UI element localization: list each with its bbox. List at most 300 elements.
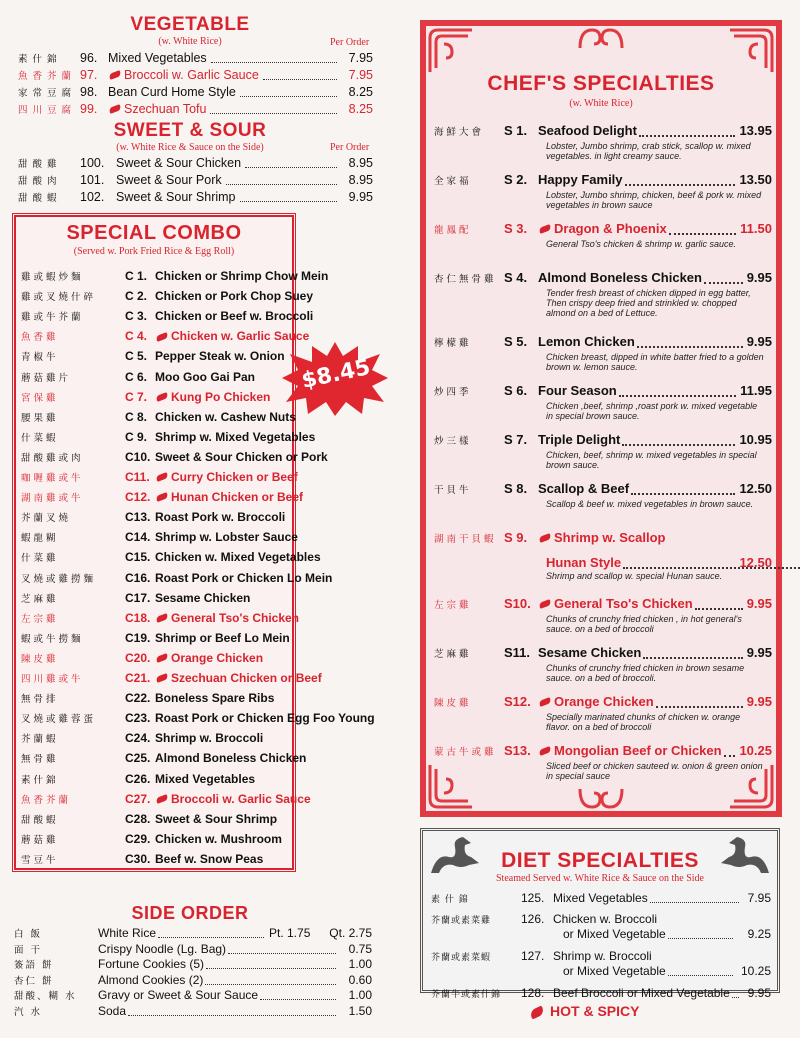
item-number: S 3. [504,221,528,236]
item-price: 9.95 [348,190,373,204]
chinese-name: 檸檬雞 [434,338,472,349]
side-item [14,973,372,989]
item-price: 9.95 [746,270,772,285]
chef-item [434,595,772,634]
item-price: 1.00 [348,957,372,971]
combo-item [21,730,263,748]
dish-name: Broccoli w. Garlic Sauce [124,68,259,82]
dish-name: White Rice [98,926,157,940]
dish-name: Beef Broccoli or Mixed Vegetable [553,986,730,1000]
leader-dots [623,554,800,569]
dish-name: Seafood Delight [538,123,637,138]
leader-dots [669,220,736,235]
chef-item-line [434,644,772,663]
side-item [14,926,372,942]
dish-name: Chicken or Beef w. Broccoli [155,309,314,324]
item-price: 7.95 [348,68,373,82]
combo-item [21,690,274,708]
combo-title: SPECIAL COMBO [66,222,242,244]
chinese-name: 什菜蝦 [21,432,59,444]
item-number: C28. [125,811,151,826]
chinese-name: 湖南雞或牛 [21,493,84,505]
combo-item [21,831,282,849]
chinese-name: 家常豆腐 [18,88,77,99]
combo-item [21,348,285,366]
dish-name: Soda [98,1003,127,1018]
dish-name: Sesame Chicken [538,645,642,660]
dish-name: General Tso's Chicken [554,596,693,611]
item-number: S 4. [504,270,528,285]
dish-name-cont: Hunan Style [546,555,622,570]
item-description: Lobster, Jumbo shrimp, chicken, beef & pork w. mixed vegetables in brown sauce [546,190,762,210]
dish-name-cont: or Mixed Vegetable [563,927,666,941]
chef-item [434,742,772,781]
chef-item-line [434,529,772,548]
item-price: 1.50 [348,1003,372,1018]
combo-item [21,710,375,728]
leader-dots [240,84,337,97]
chili-pepper-icon [155,472,168,482]
chinese-name: 簽語 餅 [14,960,54,971]
chinese-name: 腰果雞 [21,412,59,424]
leader-dots [158,926,264,938]
item-number: S 7. [504,432,528,447]
combo-item [21,771,255,789]
dish-name: Gravy or Sweet & Sour Sauce [98,988,259,1002]
chinese-name: 咖喱雞或牛 [21,473,84,484]
dish-name: Sweet & Sour Shrimp [116,190,236,204]
combo-item [21,549,321,567]
item-number: C18. [125,610,151,625]
diet-item-line2 [431,927,771,942]
item-number: C 1. [125,269,148,283]
dish-name: Kung Po Chicken [171,389,271,404]
chili-pepper-icon [538,599,551,609]
dish-name: Triple Delight [538,432,621,447]
dish-name: Orange Chicken [554,694,654,709]
chef-item-line [434,122,772,141]
dish-name: Almond Cookies (2) [98,972,204,987]
item-number: S 2. [504,172,528,187]
item-number: C14. [125,530,151,545]
chinese-name: 全家福 [434,176,472,187]
chef-item [434,644,772,683]
combo-item [21,811,277,829]
item-description: Sliced beef or chicken sauteed w. onion & green onion in special sauce [546,761,763,781]
item-number: C 6. [125,369,148,384]
item-description: Tender fresh breast of chicken dipped in egg batter, Then crispy deep fried and strinkled w. chopped almond on a bed of Lettuce. [546,288,751,318]
item-price: 13.95 [739,123,772,138]
leader-dots [211,50,337,63]
leader-dots [650,891,739,903]
chinese-name: 宮保雞 [21,392,59,404]
item-number: C30. [125,851,151,866]
item-price: 12.50 [739,555,772,570]
leader-dots [668,927,733,939]
item-number: 127. [521,949,545,963]
leader-dots [228,942,336,954]
chinese-name: 陳皮雞 [434,698,472,709]
chefs-title: CHEF'S SPECIALTIES [487,72,715,95]
chef-item [434,693,772,732]
dish-name: Sweet & Sour Shrimp [155,811,278,826]
menu-item [18,172,373,190]
chinese-name: 左宗雞 [21,613,59,625]
item-description: Lobster, Jumbo shrimp, crab stick, scallop w. mixed vegetables. in light creamy sauce. [546,141,751,161]
dish-name: Beef w. Snow Peas [155,851,264,866]
combo-item [21,288,313,306]
chef-item-line [434,382,772,401]
item-description: Shrimp and scallop w. special Hunan sauce. [546,571,723,581]
chinese-name: 魚香雞 [21,332,59,344]
item-number: S 9. [504,530,528,545]
combo-item [21,630,290,648]
item-number: C13. [125,510,151,525]
item-price: 7.95 [747,891,771,905]
vegetable-per-order: Per Order [330,37,370,48]
menu-item [18,67,373,85]
combo-item [21,750,306,768]
side-item [14,1004,372,1020]
dish-name: Sweet & Sour Chicken [116,156,242,170]
chef-item [434,431,772,470]
chinese-name: 叉燒或雞撈麵 [21,573,97,585]
leader-dots [226,172,337,185]
chili-pepper-icon [155,493,168,503]
dish-name: Mixed Vegetables [553,891,648,905]
chili-pepper-icon [108,70,121,80]
combo-item [21,268,328,286]
vegetable-title: VEGETABLE [130,14,250,35]
item-number: C24. [125,731,151,746]
item-number: C10. [125,449,151,464]
chinese-name: 叉燒或雞蓉蛋 [21,714,97,726]
item-number: 98. [80,85,98,99]
leader-dots [128,1004,336,1016]
leader-dots [245,155,337,168]
chinese-name: 蝦或牛撈麵 [21,633,84,645]
item-number: S13. [504,743,531,758]
chinese-name: 芥蘭或素菜雞 [431,916,492,926]
combo-item [21,469,298,487]
item-number: 100. [80,156,105,170]
dish-name: Bean Curd Home Style [108,85,236,99]
chefs-specialties-box [420,20,782,817]
chef-item-line [434,220,772,239]
chinese-name: 甜酸蝦 [21,814,59,826]
item-number: C23. [125,711,151,726]
item-price: 12.50 [739,481,772,496]
dish-name: Happy Family [538,172,623,187]
combo-item [21,570,332,588]
chef-item-line [434,693,772,712]
item-price: 9.25 [747,927,771,941]
chili-pepper-icon [155,392,168,402]
item-number: C20. [125,650,151,665]
hot-spicy-legend [530,1003,639,1019]
item-number: C 7. [125,389,148,404]
chef-item [434,269,772,318]
leader-dots [263,67,337,80]
combo-item [21,409,296,427]
chinese-name: 湖南干貝蝦 [434,534,497,545]
chili-pepper-icon [155,653,168,663]
leader-dots [206,957,336,969]
chili-pepper-icon [155,613,168,623]
vegetable-subtitle: (w. White Rice) [158,36,222,47]
leader-dots [724,742,735,757]
item-price: 8.95 [348,173,373,187]
sweet-sour-per-order: Per Order [330,142,370,153]
item-number: 101. [80,173,105,187]
combo-item [21,509,285,527]
item-number: C29. [125,831,151,846]
chinese-name: 甜酸肉 [18,176,62,187]
sweet-sour-subtitle: (w. White Rice & Sauce on the Side) [116,142,264,153]
chinese-name: 芥蘭牛或素什錦 [431,990,502,1000]
item-number: C19. [125,630,151,645]
item-number: C 3. [125,309,148,324]
dish-name: Shrimp w. Mixed Vegetables [155,429,316,444]
item-number: C22. [125,691,151,706]
chinese-name: 甜酸雞 [18,159,62,170]
dish-name: Mongolian Beef or Chicken [554,743,722,758]
dish-name: Lemon Chicken [538,334,635,349]
chinese-name: 炒三樣 [434,436,472,447]
menu-item [18,50,373,68]
combo-item [21,610,299,628]
dish-name: Shrimp or Beef Lo Mein [155,630,290,645]
item-number: C17. [125,590,151,605]
leader-dots [622,431,735,446]
chinese-name: 陳皮雞 [21,653,59,665]
side-item [14,988,372,1004]
chinese-name: 蒙古牛或雞 [434,747,497,758]
item-description: Scallop & beef w. mixed vegetables in brown sauce. [546,499,754,509]
chef-item-line [434,595,772,614]
dish-name: Moo Goo Gai Pan [155,369,256,384]
item-number: C27. [125,791,151,806]
item-price: 10.25 [739,743,772,758]
chinese-name: 汽 水 [14,1006,43,1018]
chinese-name: 芝麻雞 [21,593,59,605]
leader-dots [695,595,743,610]
item-price: 10.25 [740,964,771,978]
leader-dots [704,269,743,284]
item-description: Specially marinated chunks of chicken w. orange flavor. on a bed of broccoli [546,712,741,732]
item-number: S 1. [504,123,528,138]
item-price: 10.95 [739,432,772,447]
item-description: Chicken, beef, shrimp w. mixed vegetables in special brown sauce. [546,450,757,470]
item-price: 11.50 [740,221,772,236]
dish-name-cont: or Mixed Vegetable [563,964,666,978]
chinese-name: 杏仁無骨雞 [434,274,497,285]
leader-dots [656,693,743,708]
item-number: S 5. [504,334,528,349]
chinese-name: 魚香芥蘭 [21,794,72,806]
item-price: 9.95 [746,334,772,349]
dish-name: Orange Chicken [171,650,264,665]
combo-item [21,851,263,869]
item-number: S11. [504,645,531,660]
item-price: 13.50 [739,172,772,187]
diet-item [431,986,771,1003]
chili-pepper-icon [538,224,551,234]
item-price: 1.00 [348,988,372,1002]
chef-item [434,333,772,372]
dish-name: Curry Chicken or Beef [171,470,298,484]
ornament-top-icon [576,24,626,50]
item-number: C 8. [125,409,148,424]
sweet-sour-title: SWEET & SOUR [113,120,267,141]
chinese-name: 蘑菇雞 [21,834,59,846]
chinese-name: 雪豆牛 [21,854,59,866]
item-number: C 2. [125,289,148,304]
chef-item [434,220,772,249]
chili-pepper-icon [538,746,551,756]
dish-name: Mixed Vegetables [155,771,256,786]
side-item [14,942,372,958]
combo-item [21,590,250,608]
item-number: 97. [80,68,98,82]
chinese-name: 無骨排 [21,694,59,706]
dish-name: Szechuan Tofu [124,102,207,116]
chinese-name: 干貝牛 [434,485,472,496]
dish-name: Chicken w. Broccoli [553,912,658,926]
item-number: C 4. [125,329,148,344]
chef-item-line [434,480,772,499]
item-price: 8.25 [348,85,373,99]
combo-item [21,529,298,547]
chef-item [434,529,772,581]
dish-name: Shrimp w. Lobster Sauce [155,530,298,545]
item-number: C 5. [125,349,148,364]
chinese-name: 青椒牛 [21,352,59,364]
diet-item-line2 [431,964,771,979]
dish-name: Almond Boneless Chicken [155,751,307,766]
item-number: C12. [125,490,151,505]
dish-name: Roast Pork or Chicken Egg Foo Young [155,711,375,726]
leader-dots [625,171,735,186]
item-price: 0.75 [348,941,372,956]
chef-item-line [434,269,772,288]
side-item [14,957,372,973]
menu-item [18,101,373,119]
item-number: 99. [80,102,98,116]
chinese-name: 素什錦 [18,54,62,65]
chef-item [434,122,772,161]
dish-name: Shrimp w. Broccoli [553,949,652,963]
combo-item [21,650,263,668]
leader-dots [631,480,735,495]
item-description: General Tso's chicken & shrimp w. garlic sauce. [546,239,736,249]
dish-name: Pepper Steak w. Onion [155,349,285,364]
leader-dots [732,986,739,998]
item-number: S 6. [504,383,528,398]
leader-dots [643,644,743,659]
chinese-name: 什菜雞 [21,553,59,565]
dish-name: Crispy Noodle (Lg. Bag) [98,941,227,956]
combo-item [21,389,270,407]
dish-name: Chicken w. Cashew Nuts [155,409,296,424]
item-number: 125. [521,891,545,905]
price-pint: Pt. 1.75 [269,926,311,940]
item-price: 8.25 [348,102,373,116]
menu-item [18,84,373,102]
combo-item [21,449,328,467]
item-description: Chicken ,beef, shrimp ,roast pork w. mixed vegetable in special brown sauce. [546,401,758,421]
side-order-title: SIDE ORDER [131,903,249,923]
chinese-name: 魚香芥蘭 [18,71,77,82]
item-number: 128. [521,986,545,1000]
chef-item-line [434,171,772,190]
dish-name: Broccoli w. Garlic Sauce [171,791,311,806]
dish-name: Dragon & Phoenix [554,221,667,236]
chinese-name: 龍鳳配 [434,225,472,236]
dish-name: Sweet & Sour Pork [116,173,222,187]
item-number: S10. [504,596,531,611]
dish-name: Scallop & Beef [538,481,630,496]
diet-title: DIET SPECIALTIES [501,849,699,872]
leader-dots [637,333,743,348]
item-number: C15. [125,550,151,565]
chili-pepper-icon [529,1005,545,1019]
leader-dots [210,101,337,114]
chef-item-line [434,431,772,450]
chef-item [434,171,772,210]
chili-pepper-icon [108,104,121,114]
leader-dots [205,973,336,985]
item-number: 96. [80,51,98,65]
diet-subtitle: Steamed Served w. White Rice & Sauce on the Side [495,873,704,884]
combo-item [21,791,311,809]
chinese-name: 雞或蝦炒麵 [21,272,84,283]
dish-name: General Tso's Chicken [171,610,300,625]
chef-item-line2 [546,554,772,571]
chinese-name: 四川豆腐 [18,105,77,116]
chinese-name: 左宗雞 [434,600,472,611]
diet-specialties-box [420,828,780,1000]
leader-dots [668,964,733,976]
dish-name: Hunan Chicken or Beef [171,490,304,505]
dish-name: Roast Pork or Chicken Lo Mein [155,570,333,585]
chinese-name: 白 飯 [14,929,43,940]
dish-name: Sweet & Sour Chicken or Pork [155,449,328,464]
item-number: 126. [521,912,545,926]
price-burst-label: $8.45 [299,355,373,394]
item-number: C25. [125,751,151,766]
menu-item [18,155,373,173]
dish-name: Four Season [538,383,617,398]
chef-item [434,480,772,509]
chinese-name: 炒四季 [434,387,472,398]
combo-subtitle: (Served w. Pork Fried Rice & Egg Roll) [73,246,235,257]
item-number: 102. [80,190,105,204]
item-number: S12. [504,694,531,709]
chef-item-line [434,742,772,761]
item-price: 9.95 [746,645,772,660]
chinese-name: 甜酸、糊 水 [14,991,77,1002]
item-number: C 9. [125,429,148,444]
chef-item [434,382,772,421]
menu-item [18,189,373,207]
leader-dots [240,189,337,202]
dish-name: Almond Boneless Chicken [538,270,702,285]
combo-item [21,429,315,447]
chinese-name: 甜酸蝦 [18,193,62,204]
dish-name: Boneless Spare Ribs [155,691,275,706]
item-description: Chicken breast, dipped in white batter fried to a golden brown w. lemon sauce. [546,352,764,372]
